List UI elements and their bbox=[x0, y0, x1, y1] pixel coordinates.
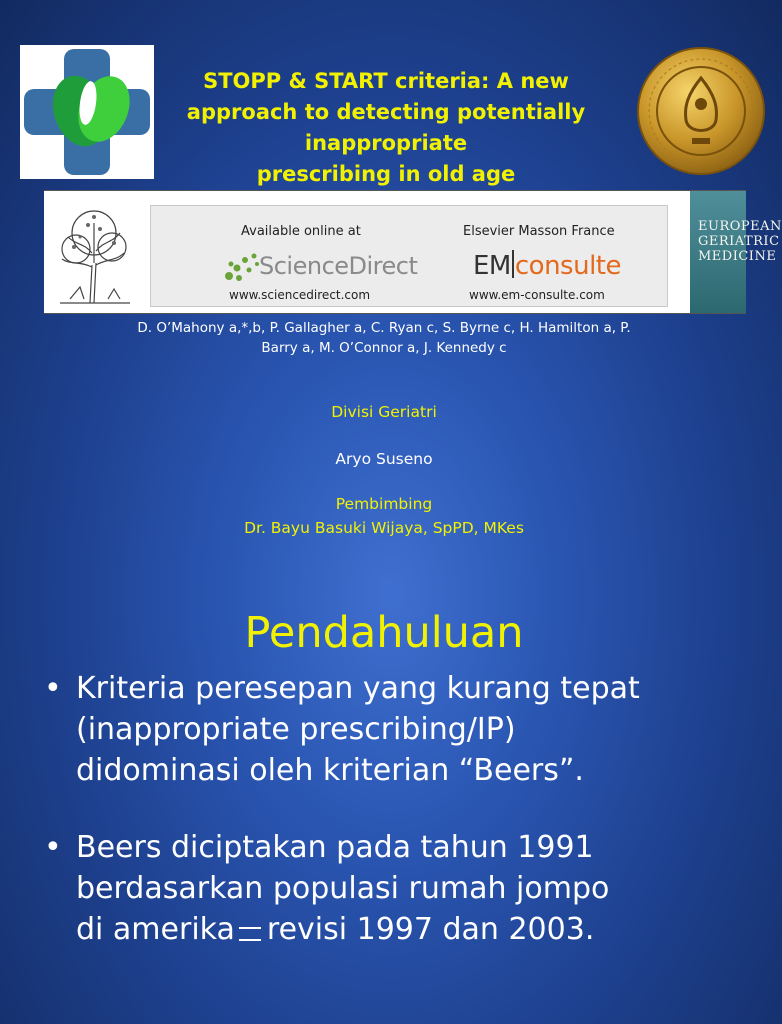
emconsulte-divider bbox=[512, 250, 514, 278]
title-line: inappropriate bbox=[304, 131, 468, 155]
arrow-right-icon bbox=[239, 927, 261, 941]
author-list bbox=[40, 318, 728, 358]
emconsulte-em: EM bbox=[473, 251, 511, 281]
bullet-dot: • bbox=[44, 830, 62, 865]
bullet-item bbox=[44, 827, 734, 950]
bullet-text: di amerika bbox=[76, 912, 235, 947]
sciencedirect-name: ScienceDirect bbox=[259, 252, 418, 280]
bullet-item bbox=[44, 668, 734, 791]
title-line: STOPP & START criteria: A new bbox=[203, 69, 569, 93]
journal-cover-title bbox=[698, 219, 782, 264]
title-line: prescribing in old age bbox=[256, 162, 516, 186]
presentation-title bbox=[150, 66, 622, 190]
elsevier-tree-logo-icon bbox=[50, 203, 136, 307]
introduction-slide bbox=[0, 580, 768, 1024]
slide-title: Pendahuluan bbox=[244, 608, 524, 658]
bullet-line bbox=[76, 909, 734, 950]
bullet-line: Beers diciptakan pada tahun 1991 bbox=[76, 830, 594, 865]
gold-university-seal-icon bbox=[634, 42, 768, 180]
journal-cover-line: MEDICINE bbox=[698, 249, 777, 264]
journal-cover bbox=[690, 191, 782, 313]
publisher-panel bbox=[150, 205, 668, 307]
sciencedirect-url[interactable]: www.sciencedirect.com bbox=[229, 288, 371, 302]
division-label: Divisi Geriatri bbox=[331, 403, 437, 421]
bullet-dot: • bbox=[44, 671, 62, 706]
green-leaves-on-blue-cross-logo-icon bbox=[20, 45, 154, 179]
emconsulte-url[interactable]: www.em-consulte.com bbox=[469, 288, 605, 302]
bullet-line: (inappropriate prescribing/IP) bbox=[76, 712, 516, 747]
bullet-text: revisi 1997 dan 2003. bbox=[266, 912, 595, 947]
bullet-list bbox=[44, 668, 734, 950]
emconsulte-logo bbox=[473, 250, 621, 281]
title-line: approach to detecting potentially bbox=[186, 100, 586, 124]
bullet-line: Kriteria peresepan yang kurang tepat bbox=[76, 671, 640, 706]
emconsulte-rest: consulte bbox=[514, 251, 621, 281]
supervisor-label: Pembimbing bbox=[335, 495, 433, 513]
bullet-line: berdasarkan populasi rumah jompo bbox=[76, 871, 610, 906]
journal-cover-line: GERIATRIC bbox=[698, 234, 780, 249]
journal-cover-line: EUROPEAN bbox=[698, 219, 782, 234]
available-online-label: Available online at bbox=[241, 224, 361, 239]
author-line: Barry a, M. O’Connor a, J. Kennedy c bbox=[261, 340, 507, 356]
supervisor-name: Dr. Bayu Basuki Wijaya, SpPD, MKes bbox=[244, 519, 524, 537]
bullet-line: didominasi oleh kriterian “Beers”. bbox=[76, 753, 584, 788]
sciencedirect-dots-icon bbox=[221, 250, 261, 284]
presenter-name: Aryo Suseno bbox=[335, 450, 433, 468]
publisher-label: Elsevier Masson France bbox=[463, 224, 615, 239]
author-line: D. O’Mahony a,*,b, P. Gallagher a, C. Ryan c, S. Byrne c, H. Hamilton a, P. bbox=[137, 320, 631, 336]
journal-banner bbox=[44, 190, 782, 314]
